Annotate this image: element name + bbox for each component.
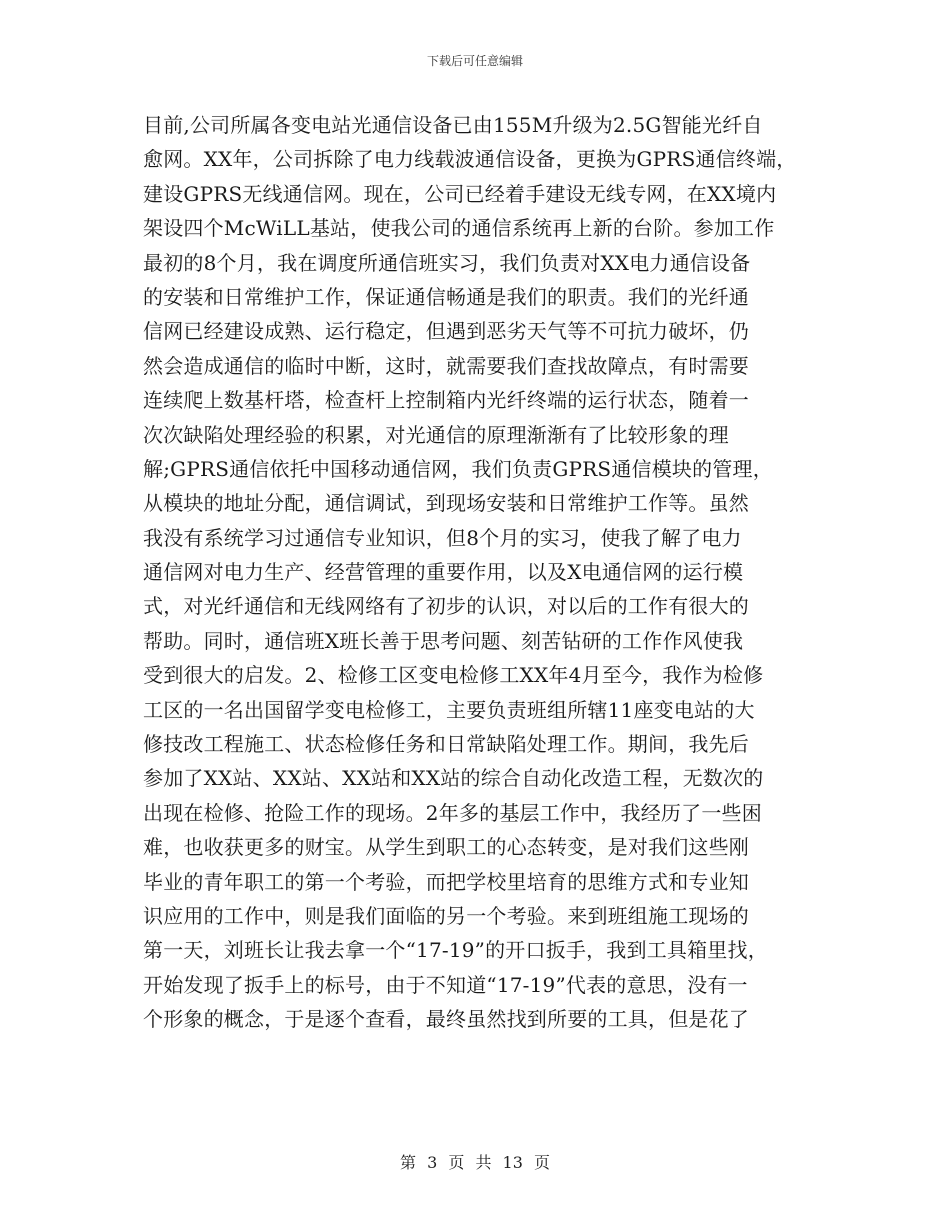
paragraph-line: 愈网。XX年，公司拆除了电力线载波通信设备，更换为GPRS通信终端， <box>143 147 797 172</box>
paragraph-line: 个形象的概念，于是逐个查看，最终虽然找到所要的工具，但是花了 <box>143 1007 749 1032</box>
paragraph-line: 毕业的青年职工的第一个考验，而把学校里培育的思维方式和专业知 <box>143 869 749 894</box>
paragraph-line: 参加了XX站、XX站、XX站和XX站的综合自动化改造工程，无数次的 <box>143 766 764 791</box>
paragraph-line: 通信网对电力生产、经营管理的重要作用，以及X电通信网的运行模 <box>143 560 744 585</box>
paragraph-line: 目前,公司所属各变电站光通信设备已由155M升级为2.5G智能光纤自 <box>143 113 763 137</box>
paragraph-line: 开始发现了扳手上的标号，由于不知道“17-19”代表的意思，没有一 <box>143 972 748 997</box>
paragraph-line: 式，对光纤通信和无线网络有了初步的认识，对以后的工作有很大的 <box>143 594 749 619</box>
paragraph-line: 解;GPRS通信依托中国移动通信网，我们负责GPRS通信模块的管理， <box>143 456 773 481</box>
paragraph-line: 第一天，刘班长让我去拿一个“17-19”的开口扳手，我到工具箱里找， <box>143 938 768 963</box>
paragraph-line: 我没有系统学习过通信专业知识，但8个月的实习，使我了解了电力 <box>143 525 742 550</box>
paragraph-line: 信网已经建设成熟、运行稳定，但遇到恶劣天气等不可抗力破坏，仍 <box>143 319 749 344</box>
paragraph-line: 工区的一名出国留学变电检修工，主要负责班组所辖11座变电站的大 <box>143 697 755 722</box>
paragraph-line: 修技改工程施工、状态检修任务和日常缺陷处理工作。期间，我先后 <box>143 732 749 757</box>
paragraph-line: 然会造成通信的临时中断，这时，就需要我们查找故障点，有时需要 <box>143 353 749 378</box>
paragraph-line: 出现在检修、抢险工作的现场。2年多的基层工作中，我经历了一些困 <box>143 800 762 825</box>
paragraph-line: 连续爬上数基杆塔，检查杆上控制箱内光纤终端的运行状态，随着一 <box>143 388 749 413</box>
paragraph-line: 最初的8个月，我在调度所通信班实习，我们负责对XX电力通信设备 <box>143 250 751 275</box>
document-body <box>143 108 823 1037</box>
paragraph-line: 次次缺陷处理经验的积累，对光通信的原理渐渐有了比较形象的理 <box>143 422 729 447</box>
paragraph-line: 架设四个McWiLL基站，使我公司的通信系统再上新的台阶。参加工作 <box>143 216 775 241</box>
paragraph-line: 识应用的工作中，则是我们面临的另一个考验。来到班组施工现场的 <box>143 903 749 928</box>
paragraph-line: 的安装和日常维护工作，保证通信畅通是我们的职责。我们的光纤通 <box>143 284 749 309</box>
page-header: 下载后可任意编辑 <box>426 54 523 68</box>
paragraph-line: 难，也收获更多的财宝。从学生到职工的心态转变，是对我们这些刚 <box>143 835 749 860</box>
paragraph-line: 受到很大的启发。2、检修工区变电检修工XX年4月至今，我作为检修 <box>143 663 764 688</box>
page-footer: 第 3 页 共 13 页 <box>400 1153 550 1172</box>
paragraph-line: 帮助。同时，通信班X班长善于思考问题、刻苦钻研的工作作风使我 <box>143 628 744 653</box>
paragraph-line: 建设GPRS无线通信网。现在，公司已经着手建设无线专网，在XX境内 <box>143 181 777 206</box>
paragraph-line: 从模块的地址分配，通信调试，到现场安装和日常维护工作等。虽然 <box>143 491 749 516</box>
